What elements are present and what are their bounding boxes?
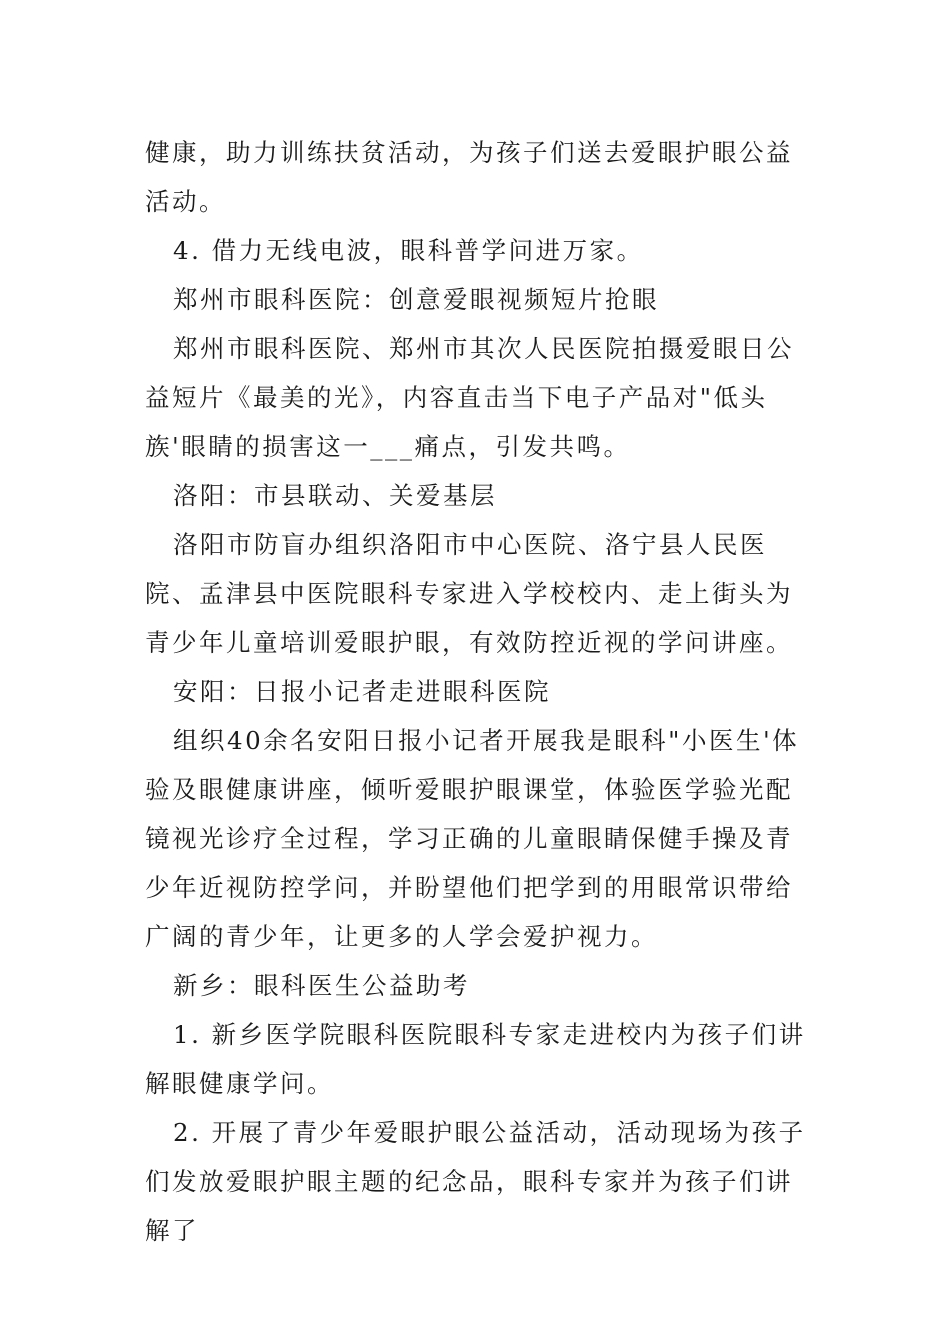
paragraph-zhengzhou: 郑州市眼科医院、郑州市其次人民医院拍摄爱眼日公益短片《最美的光》，内容直击当下电子产品对"低头族'眼睛的损害这一___痛点，引发共鸣。 [145,334,794,461]
paragraph-item-4: 4. 借力无线电波，眼科普学问进万家。 [173,236,644,265]
section-heading-anyang: 安阳：日报小记者走进眼科医院 [173,677,551,706]
paragraph-xinxiang-2: 2. 开展了青少年爱眼护眼公益活动，活动现场为孩子们发放爱眼护眼主题的纪念品，眼科专家并为孩子们讲解了 [145,1118,806,1245]
paragraph-anyang: 组织40余名安阳日报小记者开展我是眼科"小医生'体验及眼健康讲座，倾听爱眼护眼课堂，体验医学验光配镜视光诊疗全过程，学习正确的儿童眼睛保健手操及青少年近视防控学问，并盼望他们把学到的用眼常识带给广阔的青少年，让更多的人学会爱护视力。 [145,726,800,951]
paragraph-continuation: 健康，助力训练扶贫活动，为孩子们送去爱眼护眼公益活动。 [145,138,793,216]
section-heading-xinxiang: 新乡：眼科医生公益助考 [173,971,470,1000]
paragraph-luoyang: 洛阳市防盲办组织洛阳市中心医院、洛宁县人民医院、孟津县中医院眼科专家进入学校校内、走上街头为青少年儿童培训爱眼护眼，有效防控近视的学问讲座。 [145,530,793,657]
section-heading-zhengzhou: 郑州市眼科医院：创意爱眼视频短片抢眼 [173,285,659,314]
section-heading-luoyang: 洛阳：市县联动、关爱基层 [173,481,497,510]
document-body [145,128,810,1255]
paragraph-xinxiang-1: 1. 新乡医学院眼科医院眼科专家走进校内为孩子们讲解眼健康学问。 [145,1020,806,1098]
